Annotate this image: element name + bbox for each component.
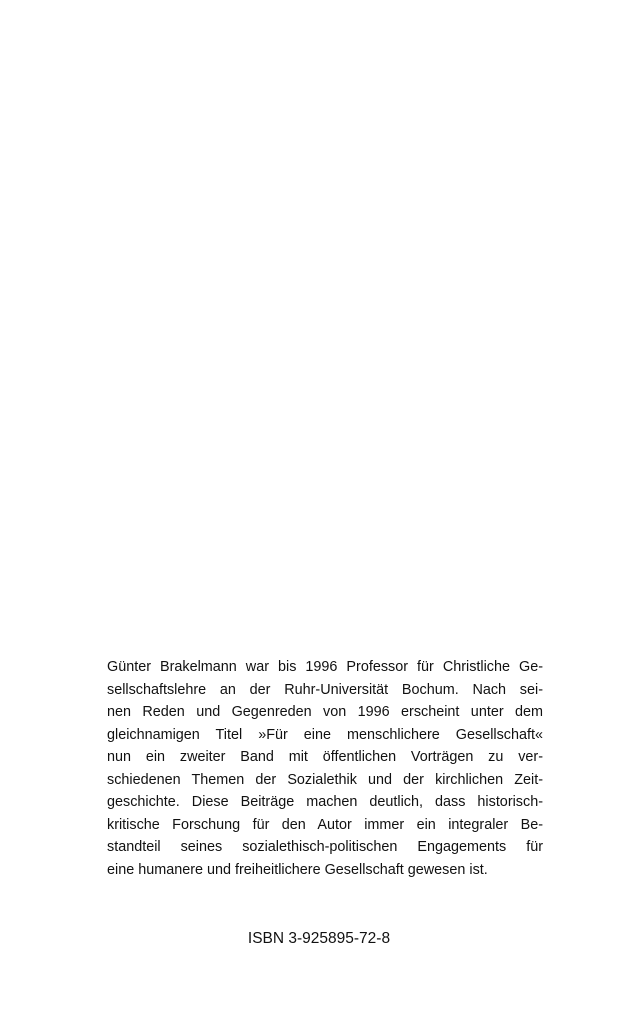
- blurb-line: nen Reden und Gegenreden von 1996 erscheint unter dem: [107, 704, 543, 720]
- blurb-line: sellschaftslehre an der Ruhr-Universität Bochum. Nach sei-: [107, 681, 543, 698]
- blurb-line: nun ein zweiter Band mit öffentlichen Vorträgen zu ver-: [107, 749, 543, 765]
- blurb-line: kritische Forschung für den Autor immer ein integraler Be-: [107, 816, 543, 833]
- isbn-number: ISBN 3-925895-72-8: [247, 930, 391, 947]
- blurb-line: Günter Brakelmann war bis 1996 Professor für Christliche Ge-: [107, 659, 543, 675]
- blurb-line: gleichnamigen Titel »Für eine menschlichere Gesellschaft«: [107, 726, 543, 743]
- back-cover-blurb: [107, 656, 543, 881]
- blurb-line: eine humanere und freiheitlichere Gesellschaft gewesen ist.: [107, 861, 488, 878]
- blurb-line: geschichte. Diese Beiträge machen deutlich, dass historisch-: [107, 794, 543, 810]
- blurb-line: schiedenen Themen der Sozialethik und der kirchlichen Zeit-: [107, 771, 543, 788]
- blurb-line: standteil seines sozialethisch-politischen Engagements für: [107, 839, 543, 855]
